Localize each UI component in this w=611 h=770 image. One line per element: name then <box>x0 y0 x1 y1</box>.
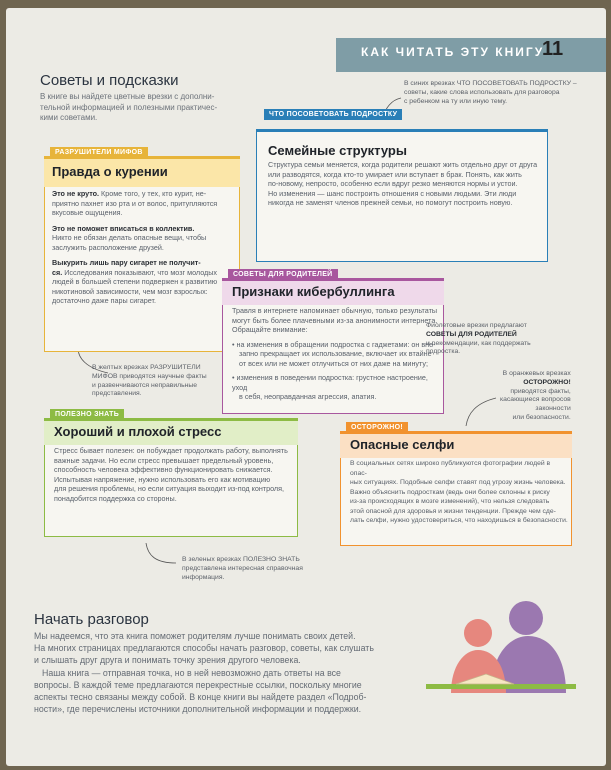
note-line: и рекомендации, как поддержать <box>426 339 531 347</box>
text-line: достаточно даже пары сигарет. <box>52 296 156 305</box>
yellow-note <box>92 364 207 399</box>
text-line: Исследования показывают, что мозг молодых <box>64 267 217 277</box>
stress-text <box>54 446 294 503</box>
stress-title: Хороший и плохой стресс <box>54 424 222 439</box>
note-line: и развенчиваются неправильные <box>92 381 198 389</box>
blue-note-line: В синих врезках ЧТО ПОСОВЕТОВАТЬ ПОДРОСТКУ – <box>404 80 577 87</box>
tips-intro-line: кими советами. <box>40 113 98 122</box>
parent-head <box>509 601 543 635</box>
conversation-text <box>34 630 404 715</box>
note-line-bold: СОВЕТЫ ДЛЯ РОДИТЕЛЕЙ <box>426 330 517 338</box>
text-line: по-новому, непросто, особенно если вдруг резко меняются нормы и устои. <box>268 179 518 188</box>
book-page <box>6 8 606 766</box>
text-line: лать селфи, нужно удостовериться, что находишься в безопасности. <box>350 517 568 524</box>
text-line: Мы надеемся, что эта книга поможет родителям лучше понимать своих детей. <box>34 631 356 641</box>
smoking-myth-1-bold: Это не круто. <box>52 189 100 198</box>
page-number: 11 <box>542 38 564 60</box>
text-line: этой опасной для здоровья и жизни тенденции. Прежде чем сде- <box>350 507 556 515</box>
smoking-myth-2-bold: Это не поможет вписаться в коллектив. <box>52 223 195 233</box>
text-line: Кроме того, у тех, кто курит, не- <box>99 189 207 198</box>
text-line: вопросы. В каждой теме предлагаются перекрестные ссылки, поскольку многие <box>34 679 362 690</box>
text-line: изменения в поведении подростка: грустное настроение, уход <box>232 373 428 392</box>
family-tag: ЧТО ПОСОВЕТОВАТЬ ПОДРОСТКУ <box>264 109 402 120</box>
text-line: Структура семьи меняется, когда родители решают жить отдельно друг от друга <box>268 160 538 169</box>
header-title: КАК ЧИТАТЬ ЭТУ КНИГУ <box>361 45 545 59</box>
tips-intro-line: В книге вы найдете цветные врезки с дополни- <box>40 92 215 101</box>
selfie-title: Опасные селфи <box>350 437 455 452</box>
selfie-tag: ОСТОРОЖНО! <box>346 422 408 433</box>
text-line: Испытывая напряжение, нужно использовать его как мотивацию <box>54 474 271 484</box>
purple-note <box>426 322 531 357</box>
text-line: приятно пахнет изо рта и от волос, притупляются <box>52 198 218 208</box>
tips-intro-line: тельной информацией и полезными практичес- <box>40 102 218 112</box>
text-line: для решения проблемы, но если ситуация выходит из-под контроля, <box>54 484 285 493</box>
text-line: ных ситуациях. Подобные селфи ставят под угрозу жизнь человека. <box>350 479 566 486</box>
text-line: На многих страницах предлагаются способы начать разговор, советы, как слушать <box>34 643 374 654</box>
note-line: МИФОВ приводятся научные факты <box>92 372 207 380</box>
text-line: запно прекращает их использование, включает их втайне <box>239 349 432 358</box>
smoking-title: Правда о курении <box>52 164 168 179</box>
text-line: на изменения в обращении подростка с гаджетами: он вне- <box>236 339 436 349</box>
note-line: касающиеся вопросов <box>500 396 571 404</box>
note-line: Фиолетовые врезки предлагают <box>426 322 527 329</box>
note-line: или безопасности. <box>512 413 571 421</box>
text-line: Важно объяснить подросткам (ведь они более склонны к риску <box>350 488 550 496</box>
text-line: ности», где перечислены источники дополнительной информации и поддержки. <box>34 704 362 715</box>
orange-note <box>500 370 571 423</box>
text-line: вкусовые ощущения. <box>52 208 123 217</box>
text-line: заслужить расположение друзей. <box>52 242 164 252</box>
selfie-text <box>350 459 568 526</box>
text-line: и слышать друг друга и понимать точку зрения другого человека. <box>34 655 301 666</box>
text-line: никогда не заменят членов прежней семьи, но помогут построить новую. <box>268 198 513 207</box>
text-line: в себя, неоправданная агрессия, апатия. <box>239 392 377 401</box>
text-line: Стресс бывает полезен: он побуждает продолжать работу, выполнять <box>54 446 288 455</box>
text-line: способность человека эффективно функционировать снижается. <box>54 465 273 474</box>
note-line: В оранжевых врезках <box>502 370 571 377</box>
note-line: В желтых врезках РАЗРУШИТЕЛИ <box>92 364 201 371</box>
text-line: из-за происходящих в мозге изменений), что нельзя следовать <box>350 498 550 505</box>
note-line: приводятся факты, <box>510 387 571 395</box>
smoking-myth-3-bold-cont: ся. <box>52 267 63 277</box>
text-line: В социальных сетях широко публикуются фотографии людей в опас- <box>350 460 551 477</box>
text-line: важные задачи. Но если стресс превышает предельный уровень, <box>54 455 274 465</box>
text-line: Но изменения — шанс построить отношения с новыми людьми. Эти люди <box>268 188 517 198</box>
smoking-text <box>52 189 234 306</box>
family-text <box>268 160 544 208</box>
smoking-myth-3-bold: Выкурить лишь пару сигарет не получит- <box>52 258 201 267</box>
reading-illustration <box>416 588 606 698</box>
text-line: могут быть более плачевными из-за анонимности интернета. <box>232 315 438 325</box>
note-line: законности <box>535 405 571 413</box>
text-line: людей в большей степени подвержен к развитию <box>52 277 218 286</box>
text-line: Наша книга — отправная точка, но в ней невозможно дать ответы на все <box>42 667 341 678</box>
text-line: Никто не обязан делать опасные вещи, чтобы <box>52 233 207 242</box>
text-line: Обращайте внимание: <box>232 325 308 334</box>
stress-tag: ПОЛЕЗНО ЗНАТЬ <box>50 409 124 420</box>
note-line: информация. <box>182 573 225 581</box>
note-line: В зеленых врезках ПОЛЕЗНО ЗНАТЬ <box>182 556 300 563</box>
text-line: понадобится поддержка со стороны. <box>54 493 177 503</box>
note-line: представления. <box>92 390 142 398</box>
conversation-title: Начать разговор <box>34 611 149 628</box>
book-base <box>426 684 576 689</box>
text-line: Травля в интернете напоминает обычную, только результаты <box>232 306 438 315</box>
green-note <box>182 556 303 582</box>
note-line: подростка. <box>426 348 461 356</box>
text-line: от всех или не может отлучиться от них даже на минуту; <box>239 358 428 368</box>
cyber-text: Травля в интернете напоминает обычную, только результаты могут быть более плачевными из-за анонимности интернета. Обращайте внимание: • на изменения в обращении подростка с гаджетами: он вне- запно прекращает их использование, включает их втайне от всех или не может отлучиться от них даже на минуту; • изменения в поведении подростка: грустное настроение, уход в себя, неоправданная агрессия, апатия. <box>232 306 440 402</box>
cyber-tag: СОВЕТЫ ДЛЯ РОДИТЕЛЕЙ <box>228 269 338 280</box>
text-line: или разводятся, когда кто-то умирает или вступает в брак. Понять, как жить <box>268 169 522 179</box>
text-line: аспекты тесно связаны между собой. В конце книги вы найдете раздел «Подроб- <box>34 692 367 703</box>
tips-title: Советы и подсказки <box>40 72 179 89</box>
note-line: представлена интересная справочная <box>182 564 303 572</box>
smoking-tag: РАЗРУШИТЕЛИ МИФОВ <box>50 147 148 158</box>
blue-note-line: советы, какие слова использовать для разговора <box>404 88 560 96</box>
note-line-bold: ОСТОРОЖНО! <box>523 378 571 386</box>
cyber-title: Признаки кибербуллинга <box>232 284 395 299</box>
family-title: Семейные структуры <box>268 143 407 158</box>
text-line: никотиновой зависимости, чем мозг взрослых: <box>52 286 208 296</box>
blue-note-line: с ребенком на ту или иную тему. <box>404 97 507 105</box>
child-head <box>464 619 492 647</box>
